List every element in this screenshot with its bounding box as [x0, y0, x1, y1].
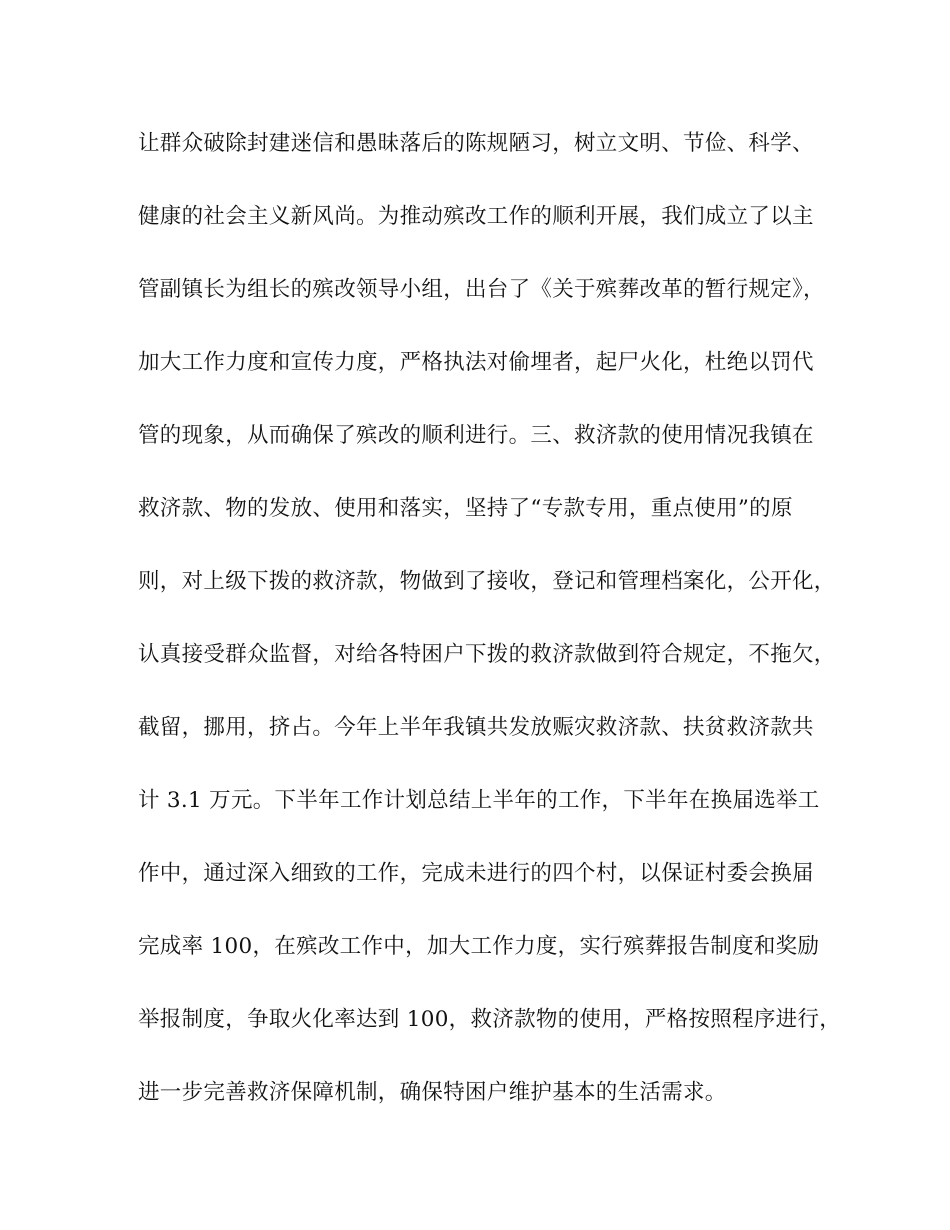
text-line: 计 3.1 万元。下半年工作计划总结上半年的工作，下半年在换届选举工	[138, 788, 820, 813]
text-line: 管副镇长为组长的殡改领导小组，出台了《关于殡葬改革的暂行规定》，	[138, 277, 825, 302]
text-line: 认真接受群众监督，对给各特困户下拨的救济款做到符合规定，不拖欠，	[138, 642, 836, 667]
text-line: 进一步完善救济保障机制，确保特困户维护基本的生活需求。	[138, 1080, 727, 1105]
text-line: 举报制度，争取火化率达到 100，救济款物的使用，严格按照程序进行，	[138, 1007, 842, 1032]
text-line: 加大工作力度和宣传力度，严格执法对偷埋者，起尸火化，杜绝以罚代	[138, 350, 814, 375]
text-line: 完成率 100，在殡改工作中，加大工作力度，实行殡葬报告制度和奖励	[138, 934, 820, 959]
body-text	[138, 121, 842, 1143]
text-line: 作中，通过深入细致的工作，完成未进行的四个村，以保证村委会换届	[138, 861, 814, 886]
text-line: 截留，挪用，挤占。今年上半年我镇共发放赈灾救济款、扶贫救济款共	[138, 715, 814, 740]
text-line: 管的现象，从而确保了殡改的顺利进行。三、救济款的使用情况我镇在	[138, 423, 814, 448]
text-line: 让群众破除封建迷信和愚昧落后的陈规陋习，树立文明、节俭、科学、	[138, 131, 814, 156]
text-line: 则，对上级下拨的救济款，物做到了接收，登记和管理档案化，公开化，	[138, 569, 836, 594]
text-line: 健康的社会主义新风尚。为推动殡改工作的顺利开展，我们成立了以主	[138, 204, 814, 229]
text-line: 救济款、物的发放、使用和落实，坚持了“专款专用，重点使用”的原	[138, 496, 793, 521]
